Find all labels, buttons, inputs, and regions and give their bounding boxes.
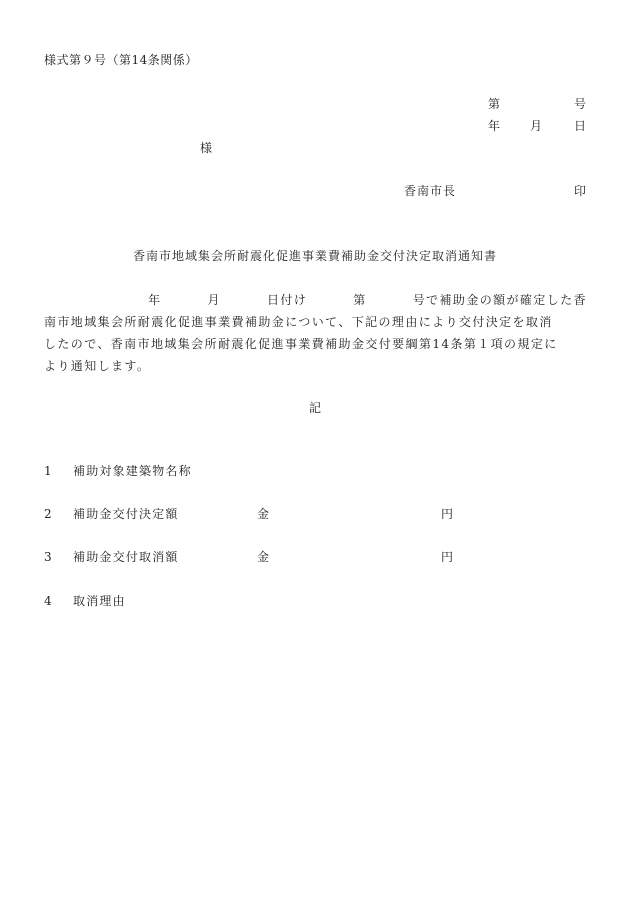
date-month-label: 月 — [530, 119, 543, 133]
item-number: 2 — [44, 507, 52, 521]
item-number: 1 — [44, 464, 52, 478]
amount-unit: 円 — [441, 550, 454, 564]
body-paragraph-line-1 — [44, 294, 587, 306]
form-number: 様式第９号（第14条関係） — [44, 53, 198, 67]
date-day-label: 日 — [574, 119, 587, 133]
body-number-prefix: 第 — [353, 293, 367, 307]
item-number: 3 — [44, 550, 52, 564]
body-month-label: 月 — [207, 293, 221, 307]
amount-unit: 円 — [441, 507, 454, 521]
body-year-label: 年 — [148, 293, 162, 307]
issuer-name: 香南市長 — [404, 184, 457, 198]
item-label-cancellation-reason: 取消理由 — [73, 594, 126, 608]
body-paragraph-line-2: 南市地域集会所耐震化促進事業費補助金について、下記の理由により交付決定を取消 — [44, 315, 553, 329]
seal-mark: 印 — [574, 184, 587, 198]
body-paragraph-line-3: したので、香南市地域集会所耐震化促進事業費補助金交付要綱第14条第１項の規定に — [44, 337, 558, 351]
item-label-decided-amount: 補助金交付決定額 — [73, 507, 179, 521]
date-year-label: 年 — [488, 119, 501, 133]
document-number-suffix: 号 — [574, 97, 587, 111]
document-number-prefix: 第 — [488, 97, 501, 111]
item-label-building-name: 補助対象建築物名称 — [73, 464, 192, 478]
item-label-cancelled-amount: 補助金交付取消額 — [73, 550, 179, 564]
recipient-honorific: 様 — [200, 141, 213, 155]
body-line-1-rest: 号で補助金の額が確定した香 — [412, 293, 587, 307]
amount-prefix: 金 — [257, 550, 270, 564]
item-number: 4 — [44, 594, 52, 608]
body-dated-label: 日付け — [267, 293, 308, 307]
amount-prefix: 金 — [257, 507, 270, 521]
document-title: 香南市地域集会所耐震化促進事業費補助金交付決定取消通知書 — [132, 249, 497, 263]
ki-heading: 記 — [308, 401, 321, 415]
body-paragraph-line-4: より通知します。 — [44, 359, 151, 373]
